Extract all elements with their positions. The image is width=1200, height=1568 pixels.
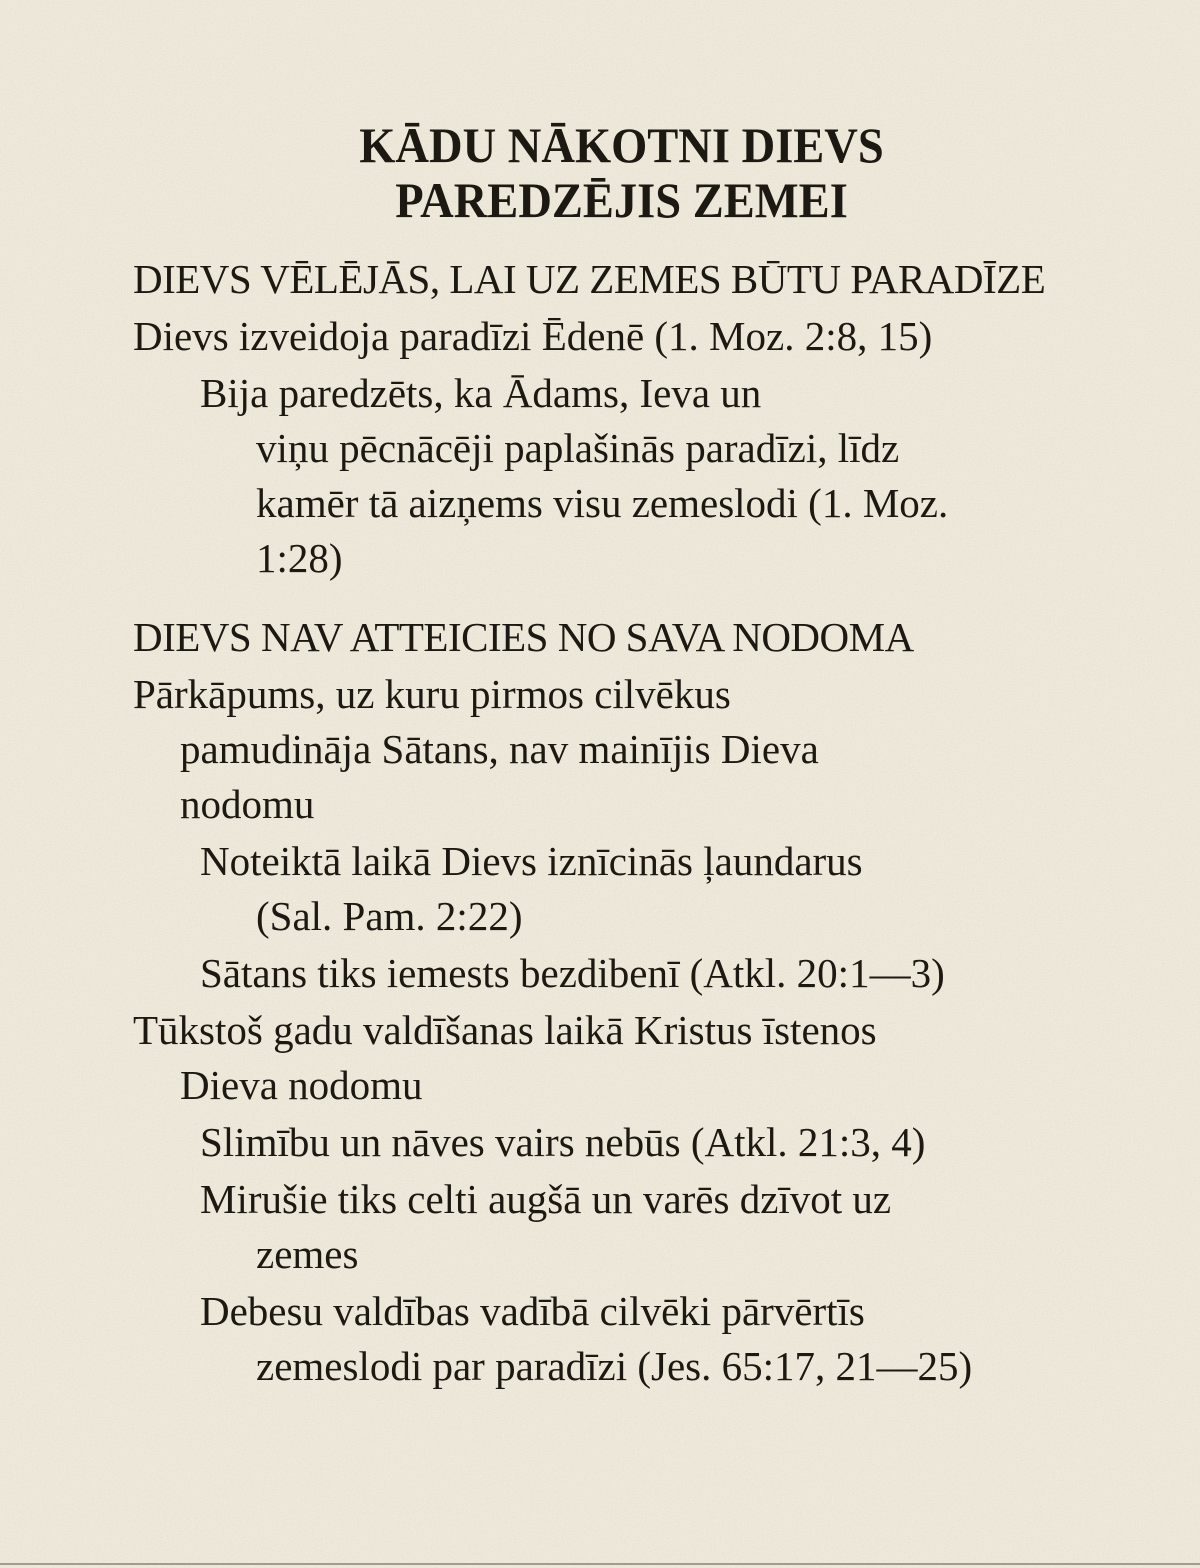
section-heading: DIEVS NAV ATTEICIES NO SAVA NODOMA [133,614,914,660]
item-line: Debesu valdības vadībā cilvēki pārvērtīs [200,1288,865,1334]
bottom-divider [0,1563,1200,1565]
item-line: 1:28) [256,535,343,581]
section-unchanged-purpose [133,610,1110,1394]
item-line: Mirušie tiks celti augšā un varēs dzīvot uz [200,1176,892,1222]
item-line: kamēr tā aizņems visu zemeslodi (1. Moz. [256,480,949,526]
section-heading: DIEVS VĒLĒJĀS, LAI UZ ZEMES BŪTU PARADĪZE [133,256,1046,302]
outline-content [133,118,1110,1394]
item-line: pamudināja Sātans, nav mainījis Dieva [180,726,819,772]
item-line: Bija paredzēts, ka Ādams, Ieva un [200,370,762,416]
item-line: Sātans tiks iemests bezdibenī (Atkl. 20:1—3) [200,950,945,996]
item-line: zemes [256,1231,359,1277]
outline-item [133,946,1110,1001]
outline-item [133,667,1110,832]
outline-item [133,366,1110,586]
item-line: viņu pēcnācēji paplašinās paradīzi, līdz [256,425,900,471]
outline-item [133,1115,1110,1170]
item-line: (Sal. Pam. 2:22) [256,893,523,939]
outline-item [133,1172,1110,1282]
item-line: Dieva nodomu [180,1062,423,1108]
item-line: zemeslodi par paradīzi (Jes. 65:17, 21—25) [256,1343,973,1389]
outline-item [133,309,1110,364]
item-line: Tūkstoš gadu valdīšanas laikā Kristus īstenos [133,1007,877,1053]
outline-item [133,834,1110,944]
outline-item [133,1003,1110,1113]
item-line: Noteiktā laikā Dievs iznīcinās ļaundarus [200,838,863,884]
page-title-line-2: PAREDZĒJIS ZEMEI [395,172,848,228]
item-line: Dievs izveidoja paradīzi Ēdenē (1. Moz. 2:8, 15) [133,313,933,359]
page-title-line-1: KĀDU NĀKOTNI DIEVS [359,117,884,173]
section-paradise-purpose [133,252,1110,586]
item-line: Pārkāpums, uz kuru pirmos cilvēkus [133,671,731,717]
outline-item [133,1284,1110,1394]
item-line: Slimību un nāves vairs nebūs (Atkl. 21:3, 4) [200,1119,926,1165]
item-line: nodomu [180,781,315,827]
page-title [167,118,1076,228]
